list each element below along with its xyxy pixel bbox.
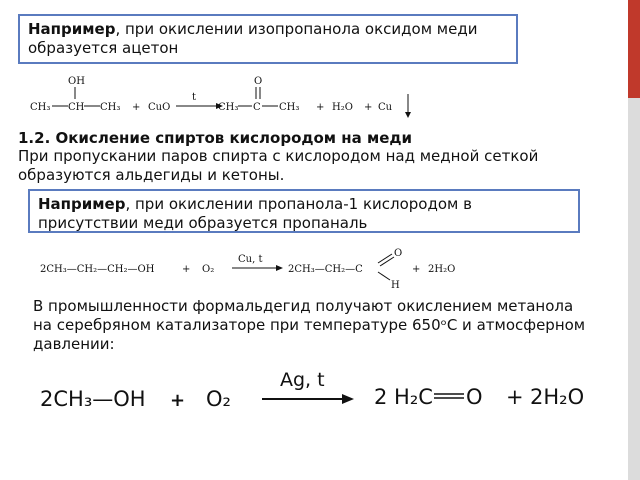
r2-o2: O₂ <box>202 264 215 275</box>
r1-condition: t <box>192 92 197 103</box>
r3-arrow-head <box>342 394 354 404</box>
r1-precipitate-arrow-head <box>405 112 411 118</box>
r1-water: H₂O <box>332 102 353 113</box>
r1-ch: CH <box>68 102 85 113</box>
section-paragraph: При пропускании паров спирта с кислородом над медной сеткой образуются альдегиды и кетоны. <box>18 147 539 184</box>
r1-cu: Cu <box>378 102 393 113</box>
r1-plus-3: + <box>364 102 373 113</box>
r2-dbl-bond-b <box>380 257 394 266</box>
r2-h-label: H <box>391 280 400 291</box>
r3-o2: O₂ <box>206 387 231 411</box>
r1-cuo: CuO <box>148 102 171 113</box>
example-box-1 <box>18 14 518 64</box>
reaction-1 <box>20 72 420 120</box>
r2-water: 2H₂O <box>428 264 456 275</box>
r1-right-ch3: CH₃ <box>100 102 121 113</box>
r2-o-label: O <box>394 248 403 259</box>
r2-dbl-bond-a <box>378 254 392 263</box>
r1-p-c: C <box>253 102 261 113</box>
r3-water: 2H₂O <box>530 385 585 409</box>
example-2-bold: Например <box>38 195 126 213</box>
r1-p-ch3-b: CH₃ <box>279 102 300 113</box>
accent-bar-red <box>628 0 640 98</box>
reaction-3 <box>36 366 596 416</box>
r2-plus-2: + <box>412 264 421 275</box>
r1-plus-1: + <box>132 102 141 113</box>
example-box-2 <box>28 189 580 233</box>
r3-product: 2 H₂C <box>374 385 433 409</box>
r3-reactant: 2CH₃—OH <box>40 387 146 411</box>
reaction-2 <box>36 248 466 292</box>
r1-p-ch3-a: CH₃ <box>218 102 239 113</box>
r3-o-label: O <box>466 385 483 409</box>
accent-bar-grey <box>628 98 640 480</box>
r3-condition: Ag, t <box>280 369 325 391</box>
r1-left-ch3: CH₃ <box>30 102 51 113</box>
r2-reactant: 2CH₃—CH₂—CH₂—OH <box>40 264 155 275</box>
example-2-text: , при окислении пропанола-1 кислородом в присутствии меди образуется пропаналь <box>38 195 472 232</box>
r3-plus-1: + <box>170 390 186 411</box>
r2-h-bond <box>378 272 390 280</box>
r1-plus-2: + <box>316 102 325 113</box>
accent-bar <box>628 0 640 480</box>
example-1-bold: Например <box>28 20 116 38</box>
r1-o-label: O <box>254 76 263 87</box>
r2-arrow-head <box>276 265 283 271</box>
r2-product: 2CH₃—CH₂—C <box>288 264 363 275</box>
r2-condition: Cu, t <box>238 254 263 265</box>
section-heading: 1.2. Окисление спиртов кислородом на меди <box>18 129 413 147</box>
r2-plus-1: + <box>182 264 191 275</box>
industry-paragraph: В промышленности формальдегид получают окислением метанола на серебряном катализаторе при температуре 650ᵒС и атмосферном давлении: <box>33 297 586 353</box>
r3-plus-2: + <box>506 385 524 409</box>
r1-oh-label: OH <box>68 76 85 87</box>
example-1-text: , при окислении изопропанола оксидом меди образуется ацетон <box>28 20 478 57</box>
